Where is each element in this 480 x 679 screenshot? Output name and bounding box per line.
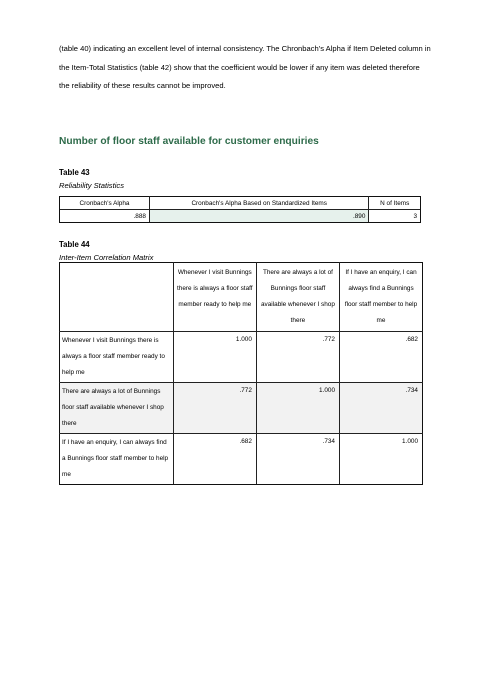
column-header: Cronbach's Alpha Based on Standardized Items <box>149 197 368 210</box>
inter-item-correlation-table <box>59 262 423 485</box>
table-cell: .682 <box>173 434 256 485</box>
row-header: If I have an enquiry, I can always find a Bunnings floor staff member to help me <box>60 434 174 485</box>
table-row <box>60 434 423 485</box>
table-cell: 1.000 <box>256 383 339 434</box>
table-43-label: Table 43 <box>59 168 90 177</box>
row-header: There are always a lot of Bunnings floor staff available whenever I shop there <box>60 383 174 434</box>
table-cell: .734 <box>340 383 423 434</box>
corner-cell <box>60 263 174 332</box>
column-header: Whenever I visit Bunnings there is always a floor staff member ready to help me <box>173 263 256 332</box>
table-cell: 1.000 <box>340 434 423 485</box>
table-row <box>60 210 421 223</box>
table-cell: .734 <box>256 434 339 485</box>
table-row <box>60 383 423 434</box>
row-header: Whenever I visit Bunnings there is always a floor staff member ready to help me <box>60 332 174 383</box>
table-cell: .888 <box>60 210 150 223</box>
table-cell: 3 <box>369 210 421 223</box>
intro-paragraph: (table 40) indicating an excellent level of internal consistency. The Chronbach's Alpha if Item Deleted column in the Item-Total Statistics (table 42) show that the coefficient would be lower if any item was deleted therefore the reliability of these results cannot be improved. <box>59 44 431 90</box>
table-44-subtitle: Inter-Item Correlation Matrix <box>59 253 154 262</box>
table-cell: .772 <box>173 383 256 434</box>
table-cell: 1.000 <box>173 332 256 383</box>
table-row <box>60 332 423 383</box>
table-cell: .890 <box>149 210 368 223</box>
column-header: Cronbach's Alpha <box>60 197 150 210</box>
table-cell: .682 <box>340 332 423 383</box>
table-43-subtitle: Reliability Statistics <box>59 181 124 190</box>
table-cell: .772 <box>256 332 339 383</box>
column-header: If I have an enquiry, I can always find a Bunnings floor staff member to help me <box>340 263 423 332</box>
table-44-label: Table 44 <box>59 240 90 249</box>
column-header: N of Items <box>369 197 421 210</box>
column-header: There are always a lot of Bunnings floor staff available whenever I shop there <box>256 263 339 332</box>
section-heading: Number of floor staff available for customer enquiries <box>59 136 319 147</box>
reliability-statistics-table <box>59 196 421 223</box>
